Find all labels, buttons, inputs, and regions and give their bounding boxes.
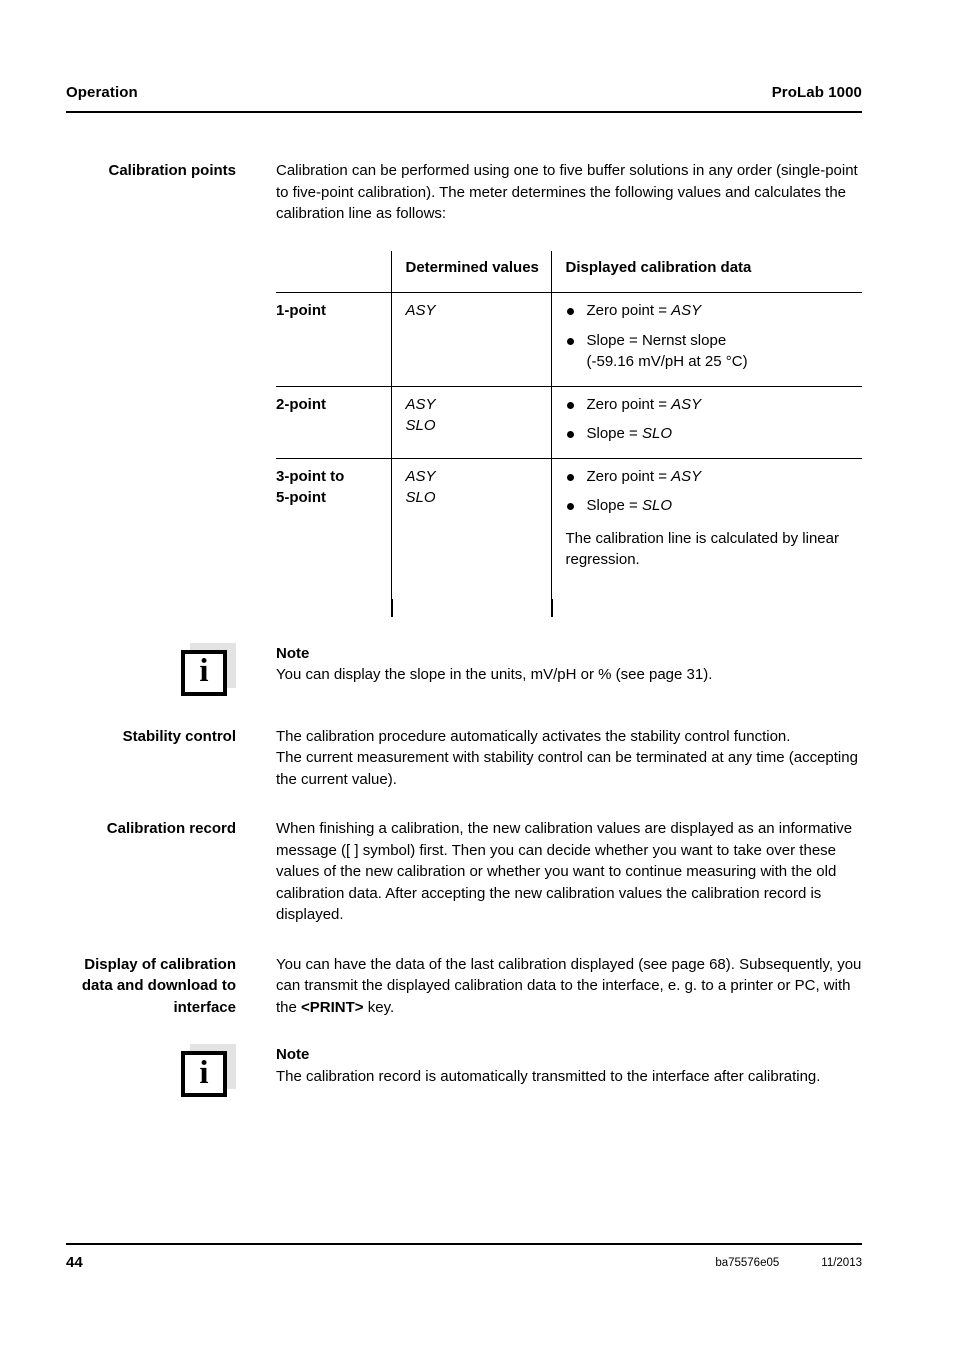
section-body-stability-control <box>276 726 862 791</box>
point-label: 5-point <box>276 489 326 506</box>
table-cell-displayed-data <box>551 458 862 599</box>
bullet-text: Slope = <box>586 425 642 442</box>
table-cell-displayed-data <box>551 386 862 458</box>
point-label: 3-point to <box>276 467 345 485</box>
note-text: You can display the slope in the units, mV/pH or % (see page 31). <box>276 666 713 683</box>
page-content <box>66 160 862 1097</box>
section-label-stability-control: Stability control <box>122 727 236 745</box>
table-cell-displayed-data <box>551 293 862 387</box>
bullet-item <box>566 466 863 488</box>
paragraph-text: key. <box>363 998 395 1016</box>
paragraph: The current measurement with stability control can be terminated at any time (accepting the current value). <box>276 749 858 788</box>
table-vertical-rule-extension <box>276 599 862 617</box>
table-row <box>276 293 862 387</box>
section-calibration-points <box>66 160 862 225</box>
section-body-calibration-points <box>276 160 862 225</box>
bullet-list <box>566 300 863 373</box>
note-title: Note <box>276 644 310 662</box>
table-cell-point-type <box>276 293 391 387</box>
document-date: 11/2013 <box>821 1257 862 1269</box>
section-label-display-and-download: Display of calibration data and download to interface <box>81 955 236 1016</box>
determined-value: ASY <box>405 467 436 485</box>
bullet-item <box>566 330 863 373</box>
table-header-displayed-data: Displayed calibration data <box>551 251 862 293</box>
bullet-text: Zero point = <box>586 395 672 413</box>
bullet-text: Zero point = <box>586 302 672 319</box>
table-cell-point-type <box>276 386 391 458</box>
table-cell-note: The calibration line is calculated by linear regression. <box>565 529 839 568</box>
section-body-calibration-record <box>276 818 862 926</box>
section-label-calibration-points: Calibration points <box>108 162 236 179</box>
header-product-name: ProLab 1000 <box>771 84 862 101</box>
paragraph: The calibration procedure automatically activates the stability control function. <box>276 727 791 745</box>
footer-meta <box>715 1257 862 1269</box>
bullet-subtext: (-59.16 mV/pH at 25 °C) <box>586 353 748 370</box>
bullet-value: SLO <box>641 425 672 442</box>
determined-value: SLO <box>405 489 436 506</box>
paragraph <box>276 954 862 1019</box>
table-body <box>276 293 862 599</box>
paragraph: When finishing a calibration, the new calibration values are displayed as an informative message ([ ] symbol) first. Then you can decide whether you want to take over these values of the new calibration or whether you want to continue measuring with the old calibration data. After accepting the new calibration values the calibration record is displayed. <box>276 820 853 923</box>
bullet-value: ASY <box>671 302 702 319</box>
page-header <box>66 84 862 101</box>
bullet-item <box>566 495 863 517</box>
table-header-determined-values: Determined values <box>391 251 551 293</box>
table-row <box>276 386 862 458</box>
calibration-table-wrapper <box>276 251 862 617</box>
note-icon-column <box>66 1044 276 1097</box>
section-display-and-download <box>66 954 862 1019</box>
page-footer <box>66 1254 862 1278</box>
note-icon-column <box>66 643 276 696</box>
point-label: 1-point <box>276 302 326 319</box>
calibration-table <box>276 251 862 599</box>
info-icon <box>181 1044 236 1097</box>
section-body-display-and-download <box>276 954 862 1019</box>
bullet-text: Slope = Nernst slope <box>586 331 727 349</box>
table-head <box>276 251 862 293</box>
determined-value: SLO <box>405 417 436 434</box>
table-cell-determined-values <box>391 293 551 387</box>
table-vertical-rule <box>551 599 553 617</box>
note-text: The calibration record is automatically transmitted to the interface after calibrating. <box>276 1067 821 1085</box>
header-divider <box>66 111 862 113</box>
note-block-auto-transmit <box>66 1044 862 1097</box>
bullet-value: ASY <box>671 467 702 485</box>
bullet-text: Zero point = <box>586 467 672 485</box>
table-header-blank <box>276 251 391 293</box>
bullet-list <box>566 394 863 445</box>
footer-divider <box>66 1243 862 1245</box>
section-stability-control <box>66 726 862 791</box>
section-label-calibration-record: Calibration record <box>106 820 236 837</box>
bullet-item <box>566 394 863 416</box>
table-vertical-rule <box>391 599 393 617</box>
note-body <box>276 643 862 686</box>
note-block-slope-units <box>66 643 862 696</box>
note-body <box>276 1044 862 1087</box>
determined-value: ASY <box>405 395 436 413</box>
table-row <box>276 458 862 599</box>
determined-value: ASY <box>405 302 436 319</box>
paragraph: Calibration can be performed using one to five buffer solutions in any order (single-point to five-point calibration). The meter determines the following values and calculates the calibration line as follows: <box>276 162 858 222</box>
bullet-list <box>566 466 863 517</box>
bullet-value: SLO <box>641 497 672 514</box>
table-header-row <box>276 251 862 293</box>
print-key-label: <PRINT> <box>301 998 364 1016</box>
bullet-text: Slope = <box>586 497 642 514</box>
info-icon-glyph: i <box>199 653 209 689</box>
section-calibration-record <box>66 818 862 926</box>
point-label: 2-point <box>276 395 326 413</box>
table-cell-determined-values <box>391 386 551 458</box>
bullet-item <box>566 423 863 445</box>
paragraph-text: You can have the data of the last calibration displayed (see page 68). Subsequently, you can transmit the displayed calibration data to the interface, e. g. to a printer or PC, with the <box>276 955 862 1016</box>
page-number: 44 <box>66 1254 83 1271</box>
document-code: ba75576e05 <box>715 1257 780 1269</box>
table-cell-determined-values <box>391 458 551 599</box>
info-icon <box>181 643 236 696</box>
header-section-title: Operation <box>66 84 138 101</box>
info-icon-glyph: i <box>199 1054 209 1091</box>
table-cell-point-type <box>276 458 391 599</box>
note-title: Note <box>276 1046 310 1063</box>
bullet-item <box>566 300 863 322</box>
bullet-value: ASY <box>671 395 702 413</box>
